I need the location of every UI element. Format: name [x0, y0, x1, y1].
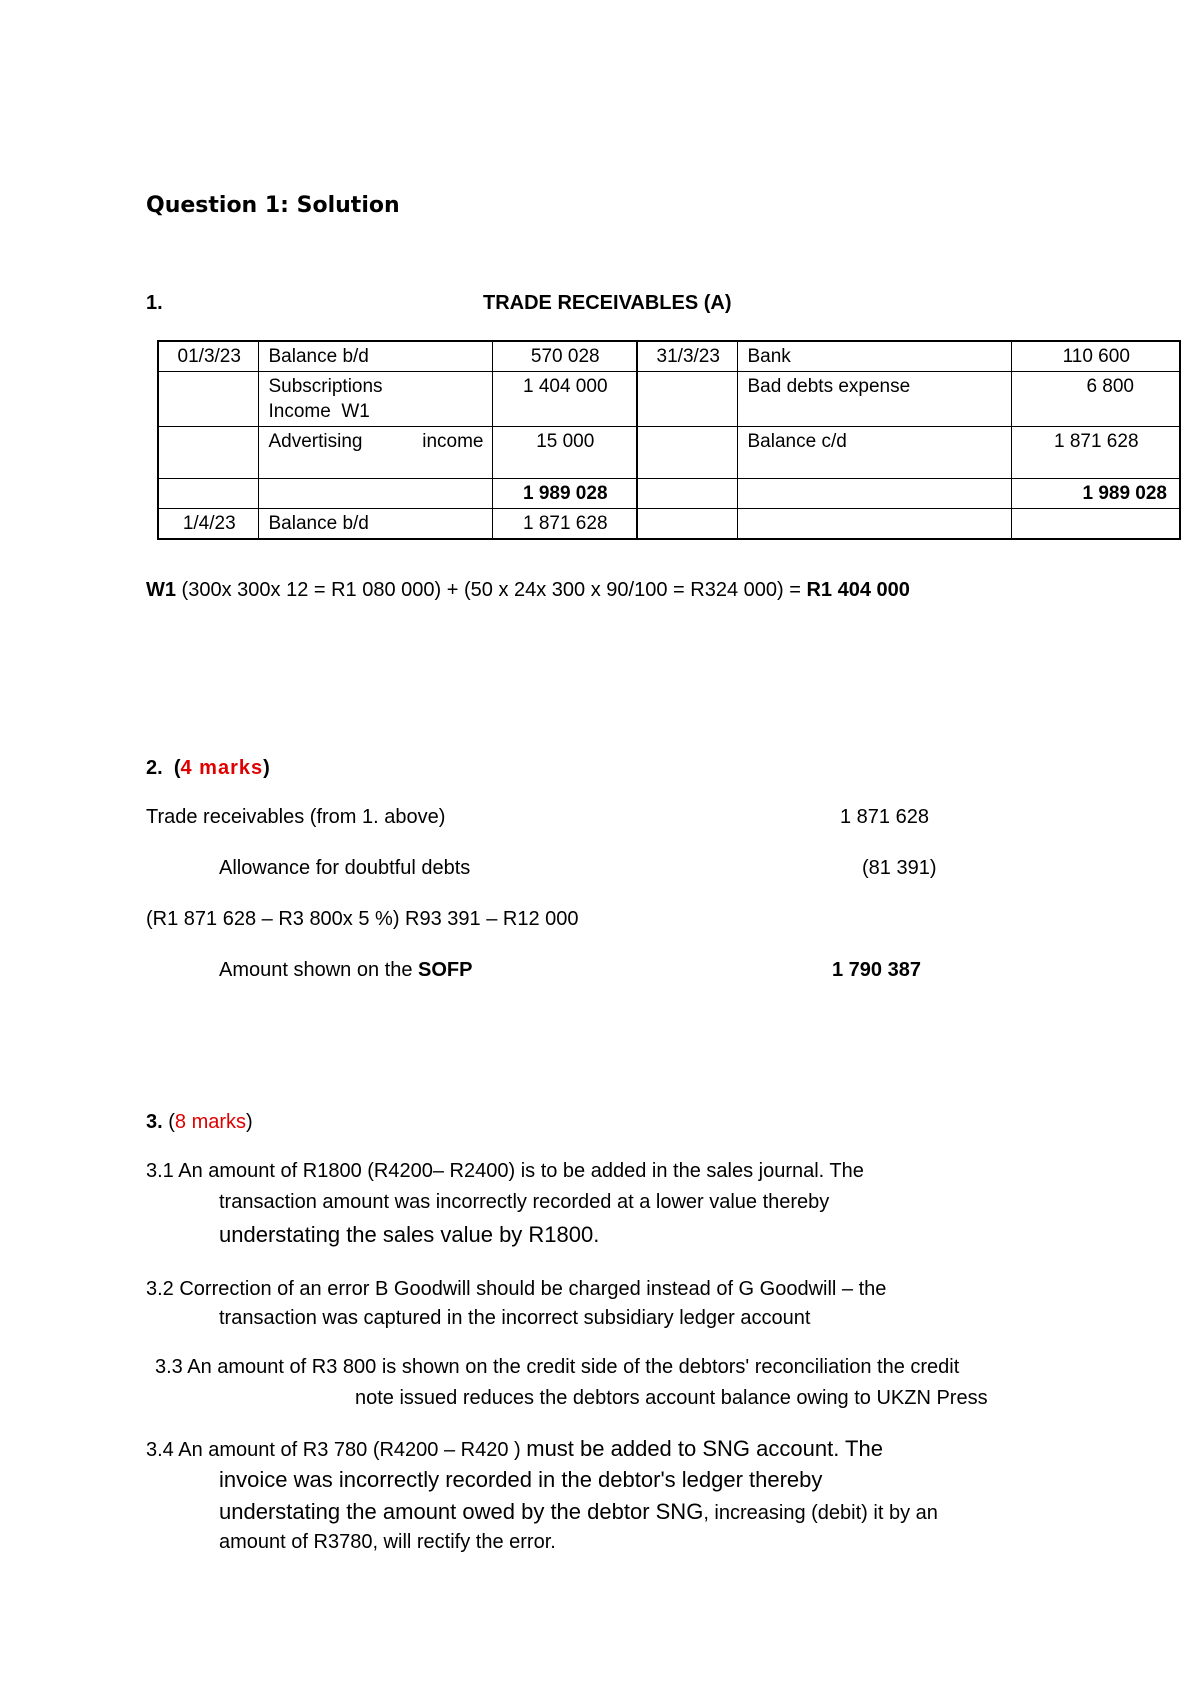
debit-date [158, 372, 258, 427]
w1-text: (300x 300x 12 = R1 080 000) + (50 x 24x 300 x 90/100 = R324 000) = [176, 579, 807, 601]
credit-date: 31/3/23 [637, 341, 737, 372]
w1-label: W1 [146, 579, 176, 601]
debit-date: 1/4/23 [158, 509, 258, 540]
sofp-label-text: Amount shown on the [219, 959, 419, 981]
debit-amount: 570 028 [492, 341, 637, 372]
question-2-number: 2. [146, 757, 163, 779]
credit-date [637, 509, 737, 540]
question-2-heading [146, 757, 270, 780]
debit-date [158, 427, 258, 479]
debit-description: Advertising income [258, 427, 492, 479]
debit-description: Balance b/d [258, 509, 492, 540]
allowance-value: (81 391) [862, 857, 937, 879]
allowance-label: Allowance for doubtful debts [219, 857, 471, 879]
ledger-row [158, 509, 1180, 540]
allowance-calculation: (R1 871 628 – R3 800x 5 %) R93 391 – R12 000 [146, 908, 579, 930]
account-title: TRADE RECEIVABLES (A) [483, 292, 732, 314]
credit-date [637, 427, 737, 479]
sofp-bold: SOFP [418, 959, 473, 981]
marks-close: ) [263, 757, 270, 779]
credit-amount [1011, 509, 1180, 540]
answer-3-4-line-4: amount of R3780, will rectify the error. [219, 1531, 556, 1553]
question-1-number: 1. [146, 292, 163, 314]
sofp-amount-label [219, 959, 472, 982]
debit-date [158, 479, 258, 509]
debit-description [258, 479, 492, 509]
credit-date [637, 372, 737, 427]
debit-description: Subscriptions Income W1 [258, 372, 492, 427]
ledger-row [158, 427, 1180, 479]
marks-open: ( [173, 757, 181, 779]
credit-date [637, 479, 737, 509]
credit-description: Bad debts expense [737, 372, 1011, 427]
answer-3-4-line-1-b: must be added to SNG account. The [526, 1436, 883, 1461]
ledger-total-row [158, 479, 1180, 509]
marks-open: ( [162, 1111, 175, 1133]
w1-result: R1 404 000 [806, 579, 910, 601]
answer-3-3-line-1: 3.3 An amount of R3 800 is shown on the credit side of the debtors' reconciliation the credit [155, 1356, 960, 1378]
question-3-marks: 8 marks [174, 1111, 247, 1133]
debit-total: 1 989 028 [492, 479, 637, 509]
answer-3-2-line-2: transaction was captured in the incorrect subsidiary ledger account [219, 1307, 811, 1329]
sofp-amount-value: 1 790 387 [832, 959, 921, 981]
answer-3-1-line-2: transaction amount was incorrectly recorded at a lower value thereby [219, 1191, 830, 1213]
credit-amount: 110 600 [1011, 341, 1180, 372]
credit-total: 1 989 028 [1011, 479, 1180, 509]
trade-receivables-ledger [157, 340, 1181, 540]
debit-amount: 1 404 000 [492, 372, 637, 427]
answer-3-1-line-3: understating the sales value by R1800. [219, 1222, 600, 1247]
answer-3-4-line-1-a: 3.4 An amount of R3 780 (R4200 – R420 ) [146, 1439, 527, 1461]
answer-3-1-line-1: 3.1 An amount of R1800 (R4200– R2400) is to be added in the sales journal. The [146, 1160, 864, 1182]
question-2-marks: 4 marks [180, 757, 264, 779]
trade-receivables-label: Trade receivables (from 1. above) [146, 806, 446, 828]
credit-description [737, 509, 1011, 540]
answer-3-4-line-1 [146, 1436, 883, 1462]
marks-close: ) [246, 1111, 253, 1133]
answer-3-4-line-2: invoice was incorrectly recorded in the debtor's ledger thereby [219, 1467, 823, 1492]
credit-amount: 1 871 628 [1011, 427, 1180, 479]
debit-date: 01/3/23 [158, 341, 258, 372]
debit-description: Balance b/d [258, 341, 492, 372]
answer-3-4-line-3-a: understating the amount owed by the debtor SNG [219, 1499, 704, 1524]
question-3-heading [146, 1111, 253, 1134]
credit-description: Balance c/d [737, 427, 1011, 479]
credit-description [737, 479, 1011, 509]
trade-receivables-value: 1 871 628 [840, 806, 929, 828]
answer-3-4-line-3-b: , increasing (debit) it by an [703, 1502, 938, 1524]
ledger-row [158, 341, 1180, 372]
working-w1 [146, 579, 910, 602]
debit-amount: 1 871 628 [492, 509, 637, 540]
ledger-row [158, 372, 1180, 427]
debit-amount: 15 000 [492, 427, 637, 479]
answer-3-2-line-1: 3.2 Correction of an error B Goodwill should be charged instead of G Goodwill – the [146, 1278, 887, 1300]
answer-3-3-line-2: note issued reduces the debtors account balance owing to UKZN Press [355, 1387, 988, 1409]
credit-description: Bank [737, 341, 1011, 372]
credit-amount: 6 800 [1011, 372, 1180, 427]
question-3-number: 3. [146, 1111, 163, 1133]
page-title: Question 1: Solution [146, 193, 400, 218]
answer-3-4-line-3 [219, 1499, 938, 1525]
